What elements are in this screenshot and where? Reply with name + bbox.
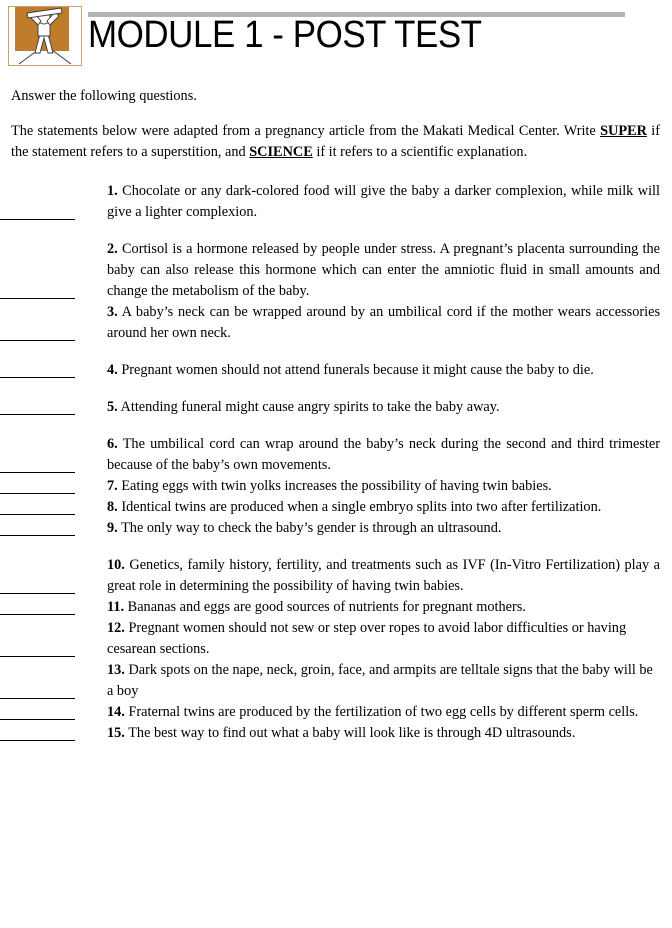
answer-blank-12[interactable] — [0, 656, 75, 657]
item-text: Fraternal twins are produced by the fertilization of two egg cells by different sperm cells. — [128, 704, 639, 720]
instruction-line-1: Answer the following questions. — [11, 88, 197, 104]
item-text: A baby’s neck can be wrapped around by an umbilical cord if the mother wears accessories around her own neck. — [107, 304, 661, 341]
list-item — [11, 723, 660, 744]
answer-blank-11[interactable] — [0, 614, 75, 615]
item-number: 12. — [107, 620, 125, 636]
answer-blank-2[interactable] — [0, 298, 75, 299]
answer-blank-13[interactable] — [0, 698, 75, 699]
instruction-text-c: if it refers to a scientific explanation. — [312, 144, 528, 160]
item-number: 9. — [107, 520, 118, 536]
item-text: Pregnant women should not sew or step over ropes to avoid labor difficulties or having cesarean sections. — [107, 620, 627, 657]
list-item — [11, 702, 660, 723]
item-number: 7. — [107, 478, 118, 494]
item-number: 5. — [107, 399, 118, 415]
item-number: 4. — [107, 362, 118, 378]
item-text: Eating eggs with twin yolks increases the possibility of having twin babies. — [121, 478, 552, 494]
item-text: Attending funeral might cause angry spirits to take the baby away. — [120, 399, 500, 415]
page-title: MODULE 1 - POST TEST — [88, 14, 482, 56]
answer-blank-4[interactable] — [0, 377, 75, 378]
item-text: The best way to find out what a baby will look like is through 4D ultrasounds. — [128, 725, 576, 741]
list-item — [11, 618, 660, 660]
answer-blank-1[interactable] — [0, 219, 75, 220]
item-number: 1. — [107, 183, 118, 199]
answer-blank-3[interactable] — [0, 340, 75, 341]
item-number: 8. — [107, 499, 118, 515]
item-text: Pregnant women should not attend funerals because it might cause the baby to die. — [121, 362, 594, 378]
answer-blank-6[interactable] — [0, 472, 75, 473]
answer-blank-8[interactable] — [0, 514, 75, 515]
item-number: 15. — [107, 725, 125, 741]
list-item — [11, 597, 660, 618]
item-text: Cortisol is a hormone released by people under stress. A pregnant’s placenta surrounding the baby can also release this hormone which can enter the amniotic fluid in small amounts and change the metabolism of the baby. — [107, 241, 661, 299]
item-number: 11. — [107, 599, 125, 615]
item-number: 6. — [107, 436, 118, 452]
list-item — [11, 181, 660, 223]
answer-blank-9[interactable] — [0, 535, 75, 536]
header-divider — [84, 12, 87, 64]
item-text: Identical twins are produced when a single embryo splits into two after fertilization. — [121, 499, 602, 515]
document-header — [0, 0, 672, 78]
list-item — [11, 434, 660, 476]
answer-blank-7[interactable] — [0, 493, 75, 494]
list-item — [11, 360, 660, 381]
module-logo-icon — [8, 6, 82, 66]
list-item — [11, 239, 660, 302]
list-item — [11, 497, 660, 518]
instruction-text-a: The statements below were adapted from a pregnancy article from the Makati Medical Center. Write — [11, 123, 601, 139]
answer-blank-5[interactable] — [0, 414, 75, 415]
list-item — [11, 555, 660, 597]
item-text: Dark spots on the nape, neck, groin, face, and armpits are telltale signs that the baby will be a boy — [107, 662, 653, 699]
keyword-science: SCIENCE — [249, 144, 313, 160]
module-logo-graphic — [9, 7, 81, 65]
answer-blank-10[interactable] — [0, 593, 75, 594]
item-number: 3. — [107, 304, 118, 320]
list-item — [11, 397, 660, 418]
item-number: 10. — [107, 557, 125, 573]
item-number: 14. — [107, 704, 125, 720]
document-body — [11, 86, 660, 744]
item-text: Chocolate or any dark-colored food will give the baby a darker complexion, while milk will give a lighter complexion. — [107, 183, 660, 220]
answer-blank-14[interactable] — [0, 719, 75, 720]
item-number: 13. — [107, 662, 125, 678]
list-item — [11, 660, 660, 702]
list-item — [11, 476, 660, 497]
answer-blank-15[interactable] — [0, 740, 75, 741]
instruction-text-b: if the statement refers to a superstition, and — [11, 123, 660, 160]
item-text: Genetics, family history, fertility, and treatments such as IVF (In-Vitro Fertilization) play a great role in determining the possibility of having twin babies. — [107, 557, 660, 594]
question-list — [11, 181, 660, 744]
list-item — [11, 302, 660, 344]
item-text: Bananas and eggs are good sources of nutrients for pregnant mothers. — [127, 599, 526, 615]
list-item — [11, 518, 660, 539]
item-text: The only way to check the baby’s gender is through an ultrasound. — [121, 520, 502, 536]
item-text: The umbilical cord can wrap around the baby’s neck during the second and third trimester because of the baby’s own movements. — [107, 436, 660, 473]
keyword-super: SUPER — [600, 123, 647, 139]
item-number: 2. — [107, 241, 118, 257]
instruction-line-2 — [11, 121, 660, 163]
